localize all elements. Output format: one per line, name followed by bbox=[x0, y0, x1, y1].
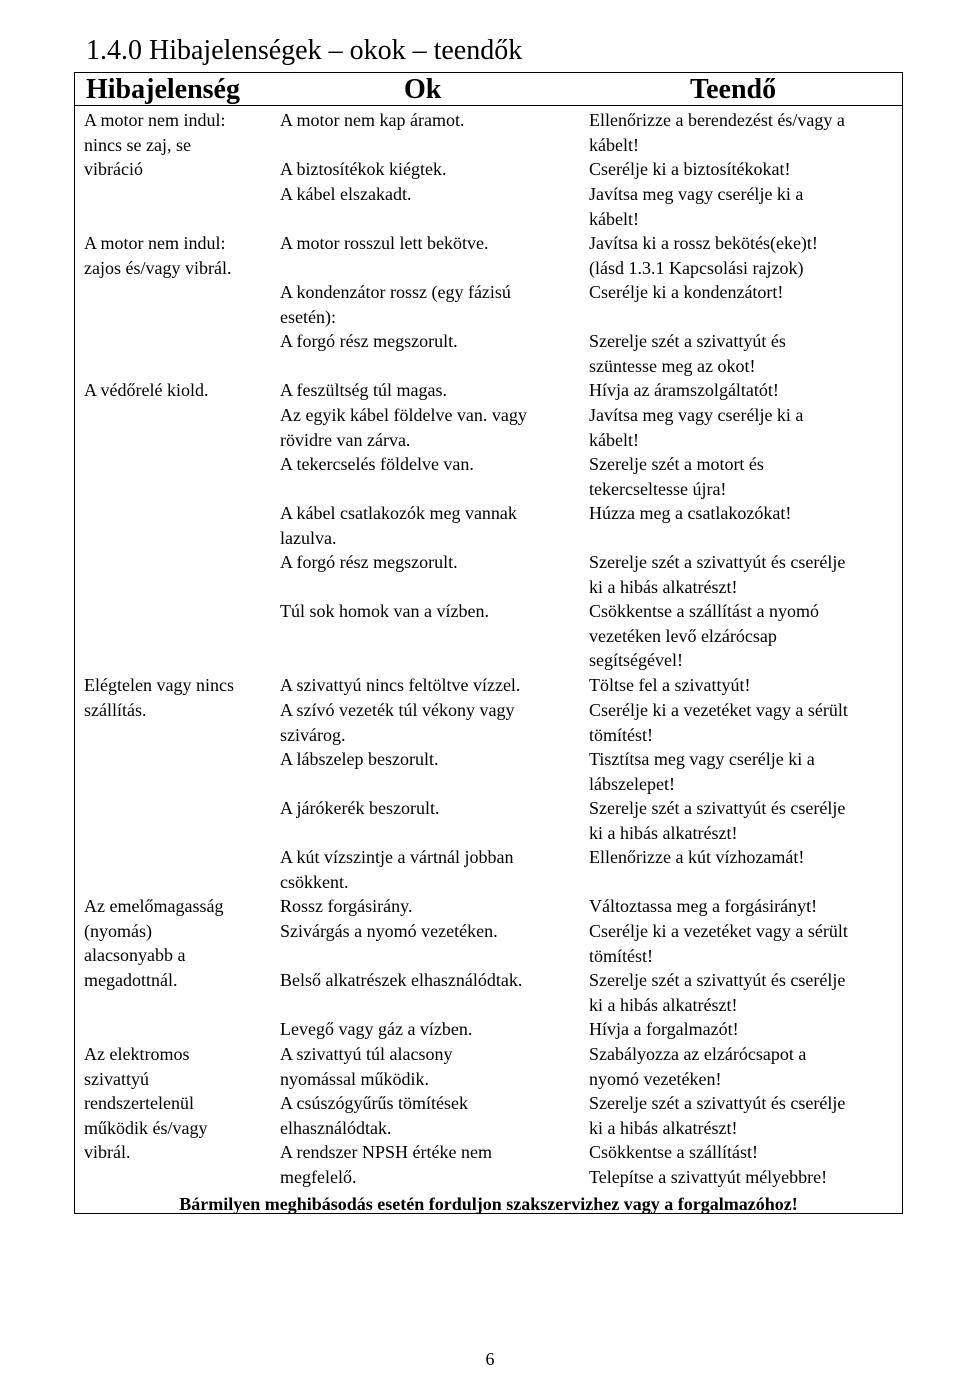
symptom-cell: A motor nem indul: zajos és/vagy vibrál. bbox=[84, 233, 232, 278]
action-cell: Töltse fel a szivattyút! bbox=[589, 675, 751, 695]
cause-cell: A járókerék beszorult. bbox=[280, 798, 440, 818]
cause-cell: Belső alkatrészek elhasználódtak. bbox=[280, 970, 523, 990]
action-cell: Javítsa meg vagy cserélje ki a kábelt! bbox=[589, 184, 804, 229]
action-cell: Szerelje szét a szivattyút és cserélje ki a hibás alkatrészt! bbox=[589, 552, 846, 597]
action-cell: Javítsa meg vagy cserélje ki a kábelt! bbox=[589, 405, 804, 450]
cause-cell: Rossz forgásirány. bbox=[280, 896, 413, 916]
action-cell: Cserélje ki a vezetéket vagy a sérült tömítést! bbox=[589, 921, 848, 966]
symptom-cell: Az emelőmagasság (nyomás) alacsonyabb a megadottnál. bbox=[84, 896, 224, 990]
cause-cell: A csúszógyűrűs tömítések elhasználódtak. bbox=[280, 1093, 468, 1138]
symptom-cell: A védőrelé kiold. bbox=[84, 380, 209, 400]
symptom-cell: Az elektromos szivattyú rendszertelenül működik és/vagy vibrál. bbox=[84, 1044, 208, 1162]
cause-cell: A kondenzátor rossz (egy fázisú esetén): bbox=[280, 282, 511, 327]
cause-cell: A feszültség túl magas. bbox=[280, 380, 447, 400]
cause-cell: A forgó rész megszorult. bbox=[280, 331, 458, 351]
action-cell: Szabályozza az elzárócsapot a nyomó vezetéken! bbox=[589, 1044, 807, 1089]
action-cell: Csökkentse a szállítást! Telepítse a szivattyút mélyebbre! bbox=[589, 1142, 828, 1187]
cause-cell: A lábszelep beszorult. bbox=[280, 749, 439, 769]
page-heading: 1.4.0 Hibajelenségek – okok – teendők bbox=[86, 35, 523, 66]
action-cell: Szerelje szét a szivattyút és szüntesse meg az okot! bbox=[589, 331, 786, 376]
cause-cell: Túl sok homok van a vízben. bbox=[280, 601, 489, 621]
cause-cell: A kábel elszakadt. bbox=[280, 184, 412, 204]
cause-cell: A biztosítékok kiégtek. bbox=[280, 159, 447, 179]
column-header-symptom: Hibajelenség bbox=[86, 74, 240, 105]
action-cell: Tisztítsa meg vagy cserélje ki a lábszelepet! bbox=[589, 749, 815, 794]
action-cell: Ellenőrizze a kút vízhozamát! bbox=[589, 847, 805, 867]
cause-cell: A tekercselés földelve van. bbox=[280, 454, 474, 474]
action-cell: Cserélje ki a kondenzátort! bbox=[589, 282, 784, 302]
cause-cell: Szivárgás a nyomó vezetéken. bbox=[280, 921, 498, 941]
cause-cell: A motor rosszul lett bekötve. bbox=[280, 233, 489, 253]
column-header-action: Teendő bbox=[690, 74, 777, 105]
cause-cell: A motor nem kap áramot. bbox=[280, 110, 465, 130]
action-cell: Változtassa meg a forgásirányt! bbox=[589, 896, 818, 916]
action-cell: Hívja a forgalmazót! bbox=[589, 1019, 739, 1039]
action-cell: Cserélje ki a vezetéket vagy a sérült tömítést! bbox=[589, 700, 848, 745]
cause-cell: A szivattyú nincs feltöltve vízzel. bbox=[280, 675, 521, 695]
action-cell: Szerelje szét a szivattyút és cserélje ki a hibás alkatrészt! bbox=[589, 798, 846, 843]
cause-cell: A forgó rész megszorult. bbox=[280, 552, 458, 572]
action-cell: Javítsa ki a rossz bekötés(eke)t! (lásd 1.3.1 Kapcsolási rajzok) bbox=[589, 233, 818, 278]
action-cell: Cserélje ki a biztosítékokat! bbox=[589, 159, 791, 179]
cause-cell: A rendszer NPSH értéke nem megfelelő. bbox=[280, 1142, 492, 1187]
action-cell: Szerelje szét a szivattyút és cserélje ki a hibás alkatrészt! bbox=[589, 1093, 846, 1138]
symptom-cell: A motor nem indul: nincs se zaj, se vibráció bbox=[84, 110, 226, 179]
cause-cell: A kábel csatlakozók meg vannak lazulva. bbox=[280, 503, 517, 548]
symptom-cell: Elégtelen vagy nincs szállítás. bbox=[84, 675, 234, 720]
action-cell: Ellenőrizze a berendezést és/vagy a kábelt! bbox=[589, 110, 845, 155]
action-cell: Szerelje szét a szivattyút és cserélje ki a hibás alkatrészt! bbox=[589, 970, 846, 1015]
action-cell: Szerelje szét a motort és tekercseltesse újra! bbox=[589, 454, 764, 499]
cause-cell: A szivattyú túl alacsony nyomással működik. bbox=[280, 1044, 453, 1089]
cause-cell: A kút vízszintje a vártnál jobban csökkent. bbox=[280, 847, 514, 892]
action-cell: Hívja az áramszolgáltatót! bbox=[589, 380, 779, 400]
cause-cell: A szívó vezeték túl vékony vagy szivárog. bbox=[280, 700, 515, 745]
column-header-cause: Ok bbox=[404, 74, 442, 105]
cause-cell: Levegő vagy gáz a vízben. bbox=[280, 1019, 473, 1039]
cause-cell: Az egyik kábel földelve van. vagy rövidre van zárva. bbox=[280, 405, 527, 450]
footer-note: Bármilyen meghibásodás esetén forduljon szakszervizhez vagy a forgalmazóhoz! bbox=[179, 1194, 798, 1214]
action-cell: Csökkentse a szállítást a nyomó vezetéken levő elzárócsap segítségével! bbox=[589, 601, 819, 670]
action-cell: Húzza meg a csatlakozókat! bbox=[589, 503, 792, 523]
page-number: 6 bbox=[485, 1349, 495, 1369]
